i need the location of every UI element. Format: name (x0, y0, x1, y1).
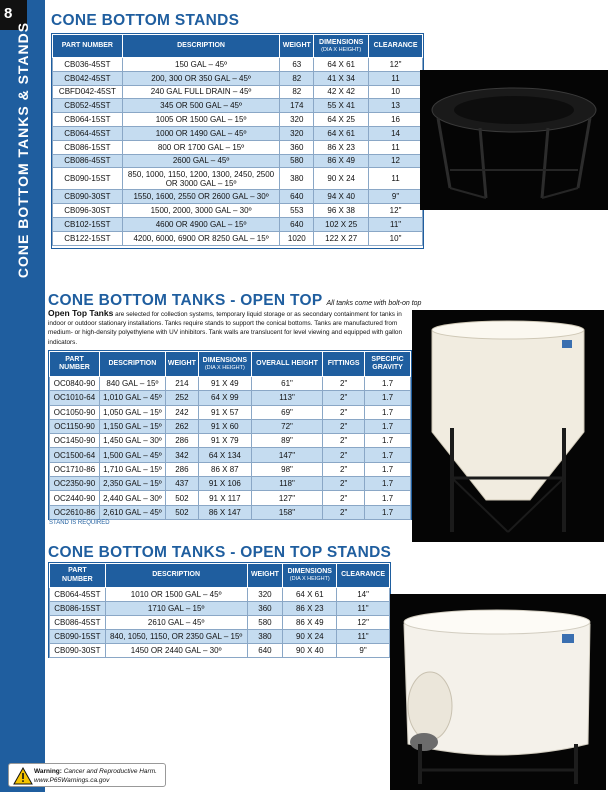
cell-fittings: 2" (323, 377, 365, 391)
cell-fittings: 2" (323, 477, 365, 491)
cell-weight: 252 (165, 391, 198, 405)
cell-desc: 1000 OR 1490 GAL – 45º (122, 126, 280, 140)
cell-gravity: 1.7 (365, 462, 411, 476)
cell-dim: 86 X 87 (198, 462, 251, 476)
col-dimensions-sub: (DIA X HEIGHT) (289, 576, 330, 583)
cell-fittings: 2" (323, 405, 365, 419)
cell-part: CB090-30ST (53, 190, 123, 204)
cell-part: CB086-15ST (53, 140, 123, 154)
table-row (53, 190, 423, 204)
cell-desc: 1,710 GAL – 15º (99, 462, 165, 476)
table-header-row (50, 352, 411, 377)
cell-part: CBFD042-45ST (53, 85, 123, 99)
cell-part: CB086-15ST (50, 602, 106, 616)
cell-gravity: 1.7 (365, 419, 411, 433)
cell-clear: 11" (369, 217, 423, 231)
cell-clear: 11 (369, 140, 423, 154)
cell-part: CB086-45ST (50, 616, 106, 630)
cell-desc: 2610 GAL – 45º (105, 616, 247, 630)
cell-weight: 360 (280, 140, 314, 154)
cell-clear: 9" (369, 190, 423, 204)
cell-desc: 1010 OR 1500 GAL – 45º (105, 588, 247, 602)
table-row (50, 477, 411, 491)
table-row (50, 602, 390, 616)
table-row (53, 58, 423, 72)
cell-part: CB064-45ST (50, 588, 106, 602)
cell-dim: 94 X 40 (314, 190, 369, 204)
open-top-tank-lid-photo (390, 594, 606, 790)
stand-required-note: STAND IS REQUIRED (49, 520, 110, 526)
cell-clear: 12 (369, 154, 423, 168)
cell-desc: 150 GAL – 45º (122, 58, 280, 72)
cell-dim: 86 X 147 (198, 505, 251, 519)
cell-weight: 286 (165, 462, 198, 476)
cell-part: CB064-45ST (53, 126, 123, 140)
cell-clear: 11 (369, 168, 423, 190)
table-row (50, 448, 411, 462)
cell-clear: 9" (337, 644, 390, 658)
cell-desc: 240 GAL FULL DRAIN – 45º (122, 85, 280, 99)
cell-part: CB096-30ST (53, 204, 123, 218)
cell-desc: 1,150 GAL – 15º (99, 419, 165, 433)
cell-weight: 553 (280, 204, 314, 218)
table-row (50, 491, 411, 505)
cell-desc: 1005 OR 1500 GAL – 15º (122, 113, 280, 127)
cell-part: CB036-45ST (53, 58, 123, 72)
cell-weight: 320 (280, 126, 314, 140)
cell-desc: 840 GAL – 15º (99, 377, 165, 391)
cell-dim: 64 X 134 (198, 448, 251, 462)
cell-part: OC1710-86 (50, 462, 100, 476)
cell-desc: 2,350 GAL – 15º (99, 477, 165, 491)
col-fittings: FITTINGS (323, 352, 365, 377)
col-weight: WEIGHT (280, 35, 314, 58)
cell-dim: 42 X 42 (314, 85, 369, 99)
cell-weight: 82 (280, 71, 314, 85)
cell-desc: 2,440 GAL – 30º (99, 491, 165, 505)
col-description: DESCRIPTION (122, 35, 280, 58)
cell-dim: 90 X 24 (283, 630, 337, 644)
cell-dim: 102 X 25 (314, 217, 369, 231)
col-dimensions-label: DIMENSIONS (202, 356, 247, 364)
cell-part: OC2610-86 (50, 505, 100, 519)
cell-clear: 12" (369, 58, 423, 72)
table-header-row (50, 564, 390, 588)
stands-table-body (53, 58, 423, 246)
cell-dim: 86 X 23 (314, 140, 369, 154)
cell-part: CB122-15ST (53, 231, 123, 245)
cell-fittings: 2" (323, 491, 365, 505)
cell-dim: 64 X 61 (314, 126, 369, 140)
cell-weight: 380 (247, 630, 283, 644)
cell-part: OC1150-90 (50, 419, 100, 433)
cell-weight: 82 (280, 85, 314, 99)
col-weight: WEIGHT (165, 352, 198, 377)
open-top-table (49, 351, 411, 520)
cell-height: 72" (251, 419, 322, 433)
table-row (50, 391, 411, 405)
col-description: DESCRIPTION (105, 564, 247, 588)
open-top-tank-photo (412, 310, 604, 542)
col-specific-gravity: SPECIFIC GRAVITY (365, 352, 411, 377)
cell-desc: 1,050 GAL – 15º (99, 405, 165, 419)
cell-desc: 4600 OR 4900 GAL – 15º (122, 217, 280, 231)
cell-weight: 214 (165, 377, 198, 391)
cell-fittings: 2" (323, 419, 365, 433)
cell-dim: 90 X 40 (283, 644, 337, 658)
cell-desc: 4200, 6000, 6900 OR 8250 GAL – 15º (122, 231, 280, 245)
intro-lead: Open Top Tanks (48, 308, 114, 318)
cell-weight: 262 (165, 419, 198, 433)
col-dimensions (198, 352, 251, 377)
cell-part: OC1010-64 (50, 391, 100, 405)
cell-desc: 1,500 GAL – 45º (99, 448, 165, 462)
table-row (53, 126, 423, 140)
table-row (53, 217, 423, 231)
cell-clear: 14 (369, 126, 423, 140)
cell-clear: 12" (337, 616, 390, 630)
cone-stand-photo (420, 70, 608, 210)
warning-line (34, 768, 157, 775)
cell-fittings: 2" (323, 462, 365, 476)
cell-dim: 122 X 27 (314, 231, 369, 245)
cell-part: CB064-15ST (53, 113, 123, 127)
cell-part: OC1500-64 (50, 448, 100, 462)
cell-dim: 86 X 23 (283, 602, 337, 616)
cell-weight: 320 (247, 588, 283, 602)
cell-part: OC0840-90 (50, 377, 100, 391)
cell-desc: 1500, 2000, 3000 GAL – 30º (122, 204, 280, 218)
table-row (50, 505, 411, 519)
cell-weight: 640 (247, 644, 283, 658)
open-top-stands-table (49, 563, 390, 658)
cell-height: 61" (251, 377, 322, 391)
cell-dim: 91 X 117 (198, 491, 251, 505)
table-row (50, 616, 390, 630)
warning-triangle-icon (13, 767, 33, 785)
cell-desc: 2600 GAL – 45º (122, 154, 280, 168)
col-clearance: CLEARANCE (369, 35, 423, 58)
cell-dim: 91 X 49 (198, 377, 251, 391)
cell-weight: 502 (165, 505, 198, 519)
cell-desc: 1,450 GAL – 30º (99, 434, 165, 448)
intro-body: are selected for collection systems, temporary liquid storage or as secondary containment for tanks in indoor or outdoor stationary installations. Tanks require stands to support the conical bottoms. Tanks are manufactured from medium- or high-density polyethylene with UV inhibitors. Tank walls are translucent for level viewing and equipped with gallon indicators. (48, 311, 403, 346)
warning-label: Warning: (34, 768, 62, 775)
col-overall-height: OVERALL HEIGHT (251, 352, 322, 377)
col-dimensions-label: DIMENSIONS (319, 38, 364, 46)
cell-weight: 1020 (280, 231, 314, 245)
cell-desc: 800 OR 1700 GAL – 15º (122, 140, 280, 154)
cell-height: 113" (251, 391, 322, 405)
table-row (53, 204, 423, 218)
cell-dim: 91 X 106 (198, 477, 251, 491)
table-row (53, 168, 423, 190)
col-dimensions-label: DIMENSIONS (287, 568, 332, 576)
table-header-row (53, 35, 423, 58)
cell-desc: 2,610 GAL – 45º (99, 505, 165, 519)
cell-clear: 12" (369, 204, 423, 218)
open-top-intro (48, 309, 408, 347)
table-row (53, 231, 423, 245)
stands-table (52, 34, 423, 246)
table-row (50, 588, 390, 602)
cell-part: CB090-15ST (50, 630, 106, 644)
side-title: CONE BOTTOM TANKS & STANDS (15, 21, 31, 279)
col-part-number: PART NUMBER (50, 564, 106, 588)
cell-gravity: 1.7 (365, 505, 411, 519)
cell-weight: 174 (280, 99, 314, 113)
cell-part: CB090-30ST (50, 644, 106, 658)
p65-warning (8, 763, 166, 787)
col-description: DESCRIPTION (99, 352, 165, 377)
cell-part: OC2350-90 (50, 477, 100, 491)
cell-clear: 14" (337, 588, 390, 602)
cell-clear: 11" (337, 630, 390, 644)
cell-desc: 200, 300 OR 350 GAL – 45º (122, 71, 280, 85)
cell-gravity: 1.7 (365, 477, 411, 491)
warning-text: Cancer and Reproductive Harm. (61, 768, 157, 775)
col-dimensions-sub: (DIA X HEIGHT) (204, 364, 245, 371)
cell-dim: 90 X 24 (314, 168, 369, 190)
table-row (50, 377, 411, 391)
cell-weight: 502 (165, 491, 198, 505)
cell-dim: 55 X 41 (314, 99, 369, 113)
table-row (50, 644, 390, 658)
open-top-stands-table-body (50, 588, 390, 658)
cell-height: 98" (251, 462, 322, 476)
cell-part: CB042-45ST (53, 71, 123, 85)
cell-gravity: 1.7 (365, 434, 411, 448)
cell-part: CB086-45ST (53, 154, 123, 168)
cell-desc: 850, 1000, 1150, 1200, 1300, 2450, 2500 OR 3000 GAL – 15º (122, 168, 280, 190)
col-part-number: PART NUMBER (53, 35, 123, 58)
cell-weight: 580 (247, 616, 283, 630)
cell-dim: 64 X 25 (314, 113, 369, 127)
cell-gravity: 1.7 (365, 377, 411, 391)
warning-url[interactable]: www.P65Warnings.ca.gov (34, 777, 110, 784)
table-row (53, 71, 423, 85)
cell-weight: 342 (165, 448, 198, 462)
open-top-title-text: CONE BOTTOM TANKS - OPEN TOP (48, 292, 323, 309)
stands-title: CONE BOTTOM STANDS (51, 12, 240, 29)
cell-weight: 640 (280, 190, 314, 204)
cell-part: OC1050-90 (50, 405, 100, 419)
cell-desc: 1710 GAL – 15º (105, 602, 247, 616)
table-row (50, 630, 390, 644)
cell-weight: 63 (280, 58, 314, 72)
table-row (50, 462, 411, 476)
cell-desc: 1550, 1600, 2550 OR 2600 GAL – 30º (122, 190, 280, 204)
cell-gravity: 1.7 (365, 405, 411, 419)
cell-height: 118" (251, 477, 322, 491)
cell-clear: 10" (369, 231, 423, 245)
page-number: 8 (4, 5, 13, 22)
cell-weight: 437 (165, 477, 198, 491)
col-dimensions (283, 564, 337, 588)
table-row (50, 405, 411, 419)
table-row (53, 85, 423, 99)
cell-height: 158" (251, 505, 322, 519)
cell-weight: 242 (165, 405, 198, 419)
cell-weight: 320 (280, 113, 314, 127)
col-weight: WEIGHT (247, 564, 283, 588)
table-row (53, 140, 423, 154)
cell-clear: 11" (337, 602, 390, 616)
col-dimensions (314, 35, 369, 58)
cell-weight: 640 (280, 217, 314, 231)
col-clearance: CLEARANCE (337, 564, 390, 588)
cell-dim: 41 X 34 (314, 71, 369, 85)
table-row (53, 113, 423, 127)
cell-fittings: 2" (323, 448, 365, 462)
open-top-note: All tanks come with bolt-on top (326, 300, 422, 307)
cell-dim: 64 X 61 (314, 58, 369, 72)
cell-dim: 86 X 49 (283, 616, 337, 630)
cell-desc: 1450 OR 2440 GAL – 30º (105, 644, 247, 658)
cell-dim: 96 X 38 (314, 204, 369, 218)
cell-gravity: 1.7 (365, 448, 411, 462)
cell-gravity: 1.7 (365, 491, 411, 505)
cell-part: OC1450-90 (50, 434, 100, 448)
table-row (53, 154, 423, 168)
cell-fittings: 2" (323, 505, 365, 519)
cell-desc: 345 OR 500 GAL – 45º (122, 99, 280, 113)
cell-height: 127" (251, 491, 322, 505)
cell-fittings: 2" (323, 434, 365, 448)
cell-clear: 16 (369, 113, 423, 127)
cell-clear: 13 (369, 99, 423, 113)
cell-dim: 64 X 61 (283, 588, 337, 602)
open-top-table-body (50, 377, 411, 520)
cell-part: CB102-15ST (53, 217, 123, 231)
cell-clear: 10 (369, 85, 423, 99)
table-row (50, 419, 411, 433)
cell-weight: 360 (247, 602, 283, 616)
cell-weight: 286 (165, 434, 198, 448)
cell-gravity: 1.7 (365, 391, 411, 405)
open-top-stands-title: CONE BOTTOM TANKS - OPEN TOP STANDS (48, 544, 392, 561)
col-dimensions-sub: (DIA X HEIGHT) (321, 46, 362, 53)
cell-fittings: 2" (323, 391, 365, 405)
cell-part: OC2440-90 (50, 491, 100, 505)
cell-height: 69" (251, 405, 322, 419)
cell-weight: 580 (280, 154, 314, 168)
table-row (53, 99, 423, 113)
cell-part: CB052-45ST (53, 99, 123, 113)
cell-dim: 91 X 79 (198, 434, 251, 448)
cell-dim: 86 X 49 (314, 154, 369, 168)
cell-height: 147" (251, 448, 322, 462)
cell-part: CB090-15ST (53, 168, 123, 190)
cell-height: 89" (251, 434, 322, 448)
table-row (50, 434, 411, 448)
col-part-number: PART NUMBER (50, 352, 100, 377)
cell-desc: 1,010 GAL – 45º (99, 391, 165, 405)
cell-desc: 840, 1050, 1150, OR 2350 GAL – 15º (105, 630, 247, 644)
cell-dim: 91 X 60 (198, 419, 251, 433)
cell-dim: 64 X 99 (198, 391, 251, 405)
cell-clear: 11 (369, 71, 423, 85)
cell-dim: 91 X 57 (198, 405, 251, 419)
cell-weight: 380 (280, 168, 314, 190)
